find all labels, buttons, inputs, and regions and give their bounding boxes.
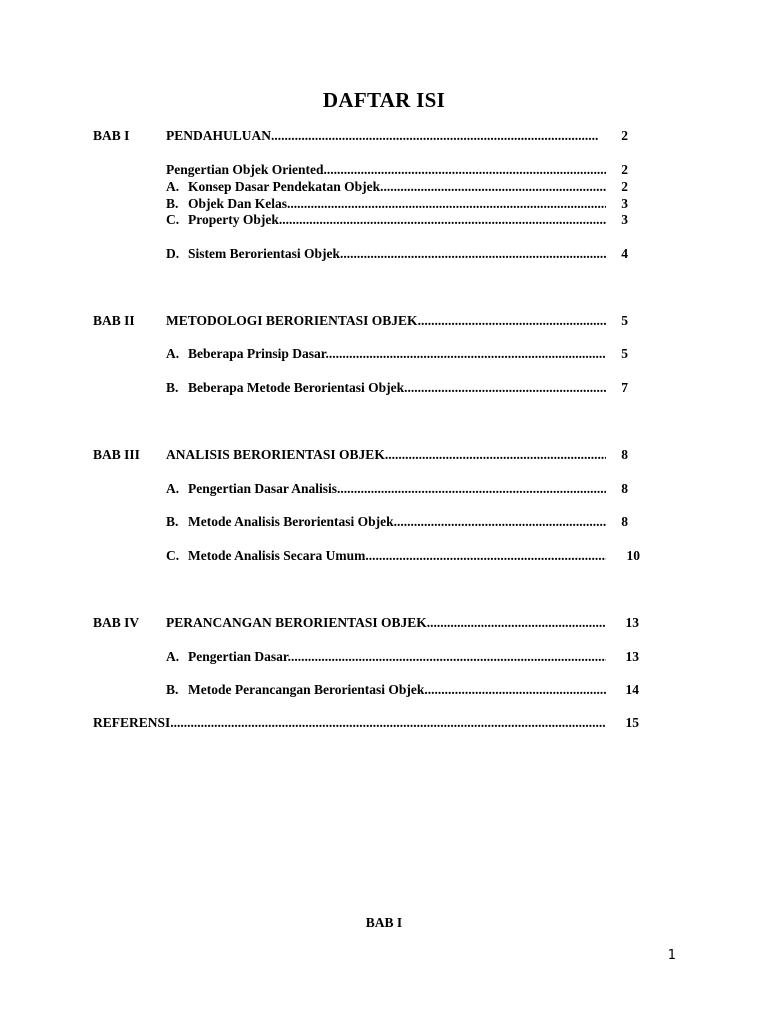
chapter-title: METODOLOGI BERORIENTASI OBJEK ..... xyxy=(166,312,606,330)
page-ref: 10 xyxy=(626,548,640,563)
toc-entry[interactable] xyxy=(166,245,653,263)
toc-entry[interactable] xyxy=(166,178,653,196)
toc-chapter-bab-2[interactable] xyxy=(93,312,653,330)
page-ref: 15 xyxy=(625,715,639,730)
next-chapter-heading: BAB I xyxy=(365,915,403,930)
chapter-label: BAB IV xyxy=(93,615,140,630)
toc-entry[interactable] xyxy=(166,480,653,498)
chapter-label: BAB I xyxy=(93,128,130,143)
entry-title: D. Sistem Berorientasi Objek ..... xyxy=(166,245,606,263)
page-ref: 4 xyxy=(621,246,628,261)
toc-entry[interactable] xyxy=(166,513,653,531)
page-ref: 2 xyxy=(621,179,628,194)
entry-title: REFERENSI ..... xyxy=(93,714,606,732)
chapter-title: ANALISIS BERORIENTASI OBJEK ..... xyxy=(166,446,606,464)
toc-chapter-bab-4[interactable] xyxy=(93,614,653,632)
entry-title: A. Pengertian Dasar Analisis ..... xyxy=(166,480,606,498)
page-ref: 5 xyxy=(621,313,628,328)
page-ref: 13 xyxy=(625,649,639,664)
page-ref: 14 xyxy=(625,682,639,697)
page-ref: 7 xyxy=(621,380,628,395)
page-ref: 3 xyxy=(621,196,628,211)
entry-title: A. Pengertian Dasar ..... xyxy=(166,648,606,666)
toc-entry[interactable] xyxy=(166,681,653,699)
page-ref: 2 xyxy=(621,128,628,143)
page-title: DAFTAR ISI xyxy=(322,88,446,112)
toc-entry[interactable] xyxy=(166,345,653,363)
chapter-title: PERANCANGAN BERORIENTASI OBJEK ..... xyxy=(166,614,606,632)
page-ref: 8 xyxy=(621,447,628,462)
toc-entry[interactable] xyxy=(166,211,653,229)
entry-title: A. Beberapa Prinsip Dasar ..... xyxy=(166,345,606,363)
page-ref: 13 xyxy=(625,615,639,630)
page-ref: 8 xyxy=(621,514,628,529)
page-ref: 5 xyxy=(621,346,628,361)
entry-title: C. Metode Analisis Secara Umum ..... xyxy=(166,547,606,565)
page-ref: 3 xyxy=(621,212,628,227)
chapter-title: PENDAHULUAN ..... xyxy=(166,127,599,145)
toc-entry-referensi[interactable] xyxy=(93,714,653,732)
entry-title: B. Metode Perancangan Berorientasi Objek ..... xyxy=(166,681,606,699)
entry-title: A. Konsep Dasar Pendekatan Objek ..... xyxy=(166,178,606,196)
entry-title: B. Metode Analisis Berorientasi Objek ..... xyxy=(166,513,606,531)
page-number: 1 xyxy=(667,948,676,963)
toc-chapter-bab-3[interactable] xyxy=(93,446,653,464)
toc-chapter-bab-1[interactable] xyxy=(93,127,653,145)
toc-entry[interactable] xyxy=(166,379,653,397)
chapter-label: BAB III xyxy=(93,447,140,462)
entry-title: B. Beberapa Metode Berorientasi Objek ..... xyxy=(166,379,606,397)
toc-entry[interactable] xyxy=(166,547,653,565)
page-ref: 2 xyxy=(621,162,628,177)
page-ref: 8 xyxy=(621,481,628,496)
entry-title: C. Property Objek ..... xyxy=(166,211,606,229)
chapter-label: BAB II xyxy=(93,313,135,328)
entry-title: Pengertian Objek Oriented ..... xyxy=(166,161,606,179)
entry-title: B. Objek Dan Kelas ..... xyxy=(166,195,606,213)
toc-entry[interactable] xyxy=(166,161,653,179)
toc-entry[interactable] xyxy=(166,648,653,666)
